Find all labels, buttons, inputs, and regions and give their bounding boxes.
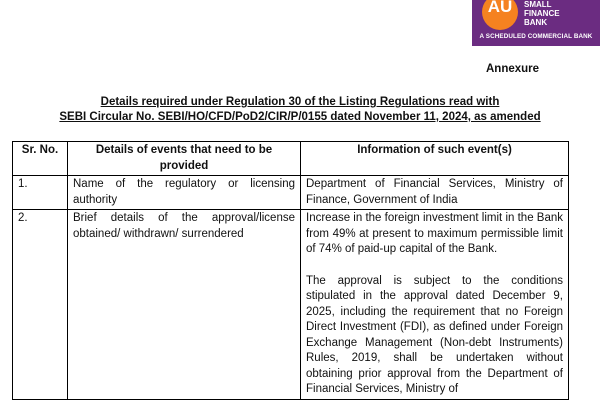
logo-name-line: BANK: [524, 18, 548, 27]
event-details-table: [12, 141, 569, 400]
annexure-label: Annexure: [486, 63, 540, 75]
info-paragraph: Department of Financial Services, Ministry of Finance, Government of India: [306, 178, 563, 206]
info-paragraph: The approval is subject to the conditions stipulated in the approval dated December 9, 2025, including the requirement that no Foreign Direct Investment (FDI), as defined under Foreign Exchange Management (Non-debt Instruments) Rules, 2019, shall be undertaken without obtaining prior approval from the Department of Financial Services, Ministry of: [306, 274, 563, 395]
logo-mark: AU: [487, 0, 513, 16]
bank-logo: [472, 0, 600, 46]
table-row: [13, 176, 569, 210]
row-info: [301, 176, 569, 210]
logo-name-line: SMALL: [524, 0, 552, 9]
logo-tagline: A SCHEDULED COMMERCIAL BANK: [479, 33, 593, 40]
row-sr-no: 1.: [13, 176, 68, 210]
document-heading: [0, 95, 600, 125]
row-details: Brief details of the approval/license obtained/ withdrawn/ surrendered: [68, 210, 301, 400]
logo-name-line: FINANCE: [524, 9, 560, 18]
table-header-row: [13, 142, 569, 176]
row-info: [301, 210, 569, 400]
logo-bank-name: [524, 0, 598, 27]
table-row: [13, 210, 569, 400]
header-info: Information of such event(s): [301, 142, 569, 176]
logo-circle-icon: [482, 0, 518, 30]
info-paragraph: Increase in the foreign investment limit in the Bank from 49% at present to maximum permissible limit of 74% of paid-up capital of the Bank.: [306, 212, 563, 255]
header-details: Details of events that need to be provided: [68, 142, 301, 176]
row-sr-no: 2.: [13, 210, 68, 400]
row-details: Name of the regulatory or licensing authority: [68, 176, 301, 210]
heading-line-2: SEBI Circular No. SEBI/HO/CFD/PoD2/CIR/P/0155 dated November 11, 2024, as amended: [59, 111, 541, 123]
heading-line-1: Details required under Regulation 30 of the Listing Regulations read with: [100, 96, 500, 108]
header-sr-no: Sr. No.: [13, 142, 68, 176]
